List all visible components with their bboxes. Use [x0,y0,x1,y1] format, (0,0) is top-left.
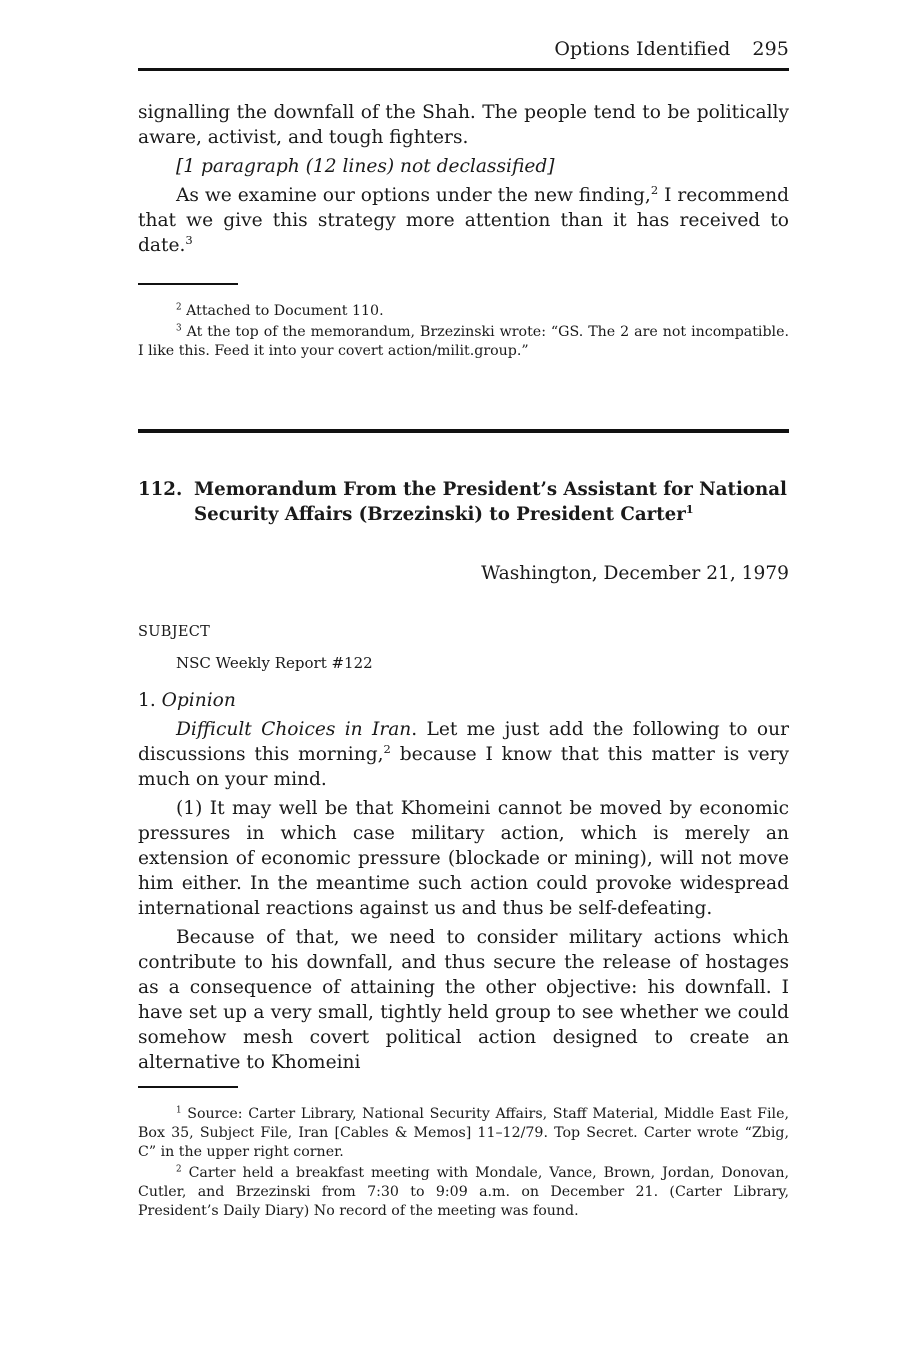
not-declassified-note: [1 paragraph (12 lines) not declassified] [176,156,555,177]
page-number: 295 [752,38,789,60]
continuation-paragraph-1: signalling the downfall of the Shah. The people tend to be politically aware, activist, and tough fighters. [138,102,789,148]
memo-body [138,688,789,1075]
document-separator-rule [138,429,789,433]
footnote-rule [138,283,238,285]
continuation-text [138,100,789,258]
footnotes-bottom [138,1086,789,1221]
section-heading: 1. Opinion [138,690,236,711]
footnote: $^2$ Attached to Document 110. [176,301,384,319]
footnote: $^2$ Carter held a breakfast meeting with Mondale, Vance, Brown, Jordan, Donovan, Cutler, and Brzezinski from 7:30 to 9:09 a.m. on December 21. (Carter Library, President’s Daily Diary) No record of the meeting was found. [138,1163,790,1219]
dateline: Washington, December 21, 1979 [481,563,789,584]
footnote: $^3$ At the top of the memorandum, Brzezinski wrote: “GS. The 2 are not incompatible. I like this. Feed it into your covert action/milit.group.” [138,322,789,359]
body-paragraph-1: Difficult Choices in Iran. Let me just add the following to our discussions this morning,$^2$ because I know that this matter is very much on your mind. [138,719,789,790]
subject-value: NSC Weekly Report #122 [176,654,373,672]
continuation-paragraph-3: As we examine our options under the new finding,$^2$ I recommend that we give this strategy more attention than it has received to date.$^3$ [138,182,789,256]
running-head-title: Options Identified [554,38,731,60]
subject-label: SUBJECT [138,624,211,640]
footnote-rule [138,1086,238,1088]
document-title: Memorandum From the President’s Assistant for National Security Affairs (Brzezinski) to President Carter$^1$ [194,479,787,525]
header-rule [138,68,789,71]
running-head [554,38,789,60]
footnote-ref: 2 [383,741,391,756]
footnotes-top [138,283,789,361]
document-heading [138,477,789,527]
footnote-ref: 3 [185,232,193,247]
footnote-ref: 2 [650,182,659,197]
body-paragraph-2: (1) It may well be that Khomeini cannot be moved by economic pressures in which case military action, which is merely an extension of economic pressure (blockade or mining), will not move him either. In the meantime such action could provoke widespread international reactions against us and thus be self-defeating. [138,798,789,919]
body-paragraph-3: Because of that, we need to consider military actions which contribute to his downfall, and thus secure the release of hostages as a consequence of attaining the other objective: his downfall. I have set up a very small, tightly held group to see whether we could somehow mesh covert political action designed to create an alternative to Khomeini [138,927,789,1073]
document-number: 112. [138,479,183,500]
footnote: $^1$ Source: Carter Library, National Security Affairs, Staff Material, Middle East File, Box 35, Subject File, Iran [Cables & Memos] 11–12/79. Top Secret. Carter wrote “Zbig, C” in the upper right corner. [138,1104,789,1160]
